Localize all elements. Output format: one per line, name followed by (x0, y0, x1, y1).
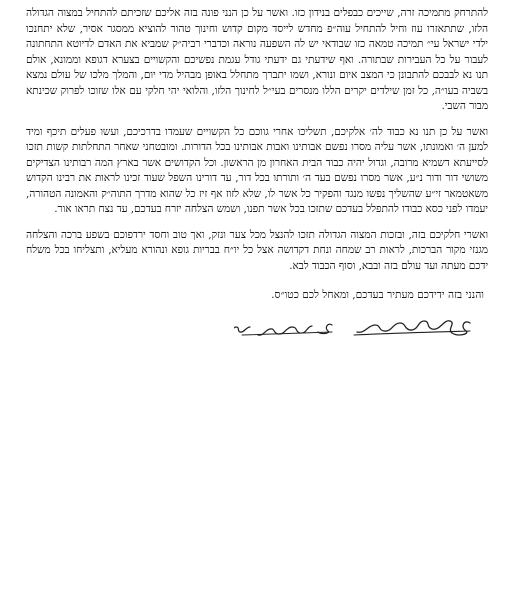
handwritten-signature (234, 313, 474, 345)
letter-closing: והנני בזה ידידכם מעתיר בעדכם, ומאחל לכם כטו״ס. (271, 289, 484, 301)
signature-scribble (234, 313, 474, 345)
letter-paragraph-1: להתרחק מתמיכה זרה, שייכים כבפלים בנידון כזו. ואשר על כן הנני פונה בזה אליכם שזכיתם להתחיל במצוה הגדולה הלזו, שתתאזרו עוז וחיל להתחיל עוה״פ מחדש לייסד מקום קדוש וחינוך טהור להוציא ממסגר אסיר, שלא יתחנכו ילדי ישראל עי״ תמיכה טמאה כזו שבודאי יש לה השפעה נוראה וכדברי רביה״ק שמביא את האדם לדיוטא התחתונה לעבור על כל העבירות שבתורה. ואף שידעתי גם ידעתי גודל עגמת נפשיכם והקשויים בצערא דגופא וממונא, אולם תנו נא לבבכם להתבונן כי המצב איום ונורא, ושמו יתברך מתחלל באופן מבהיל מדי יום, והמלך מלכו של עולם נמצא בשביה בעו״ה, כל זמן שילדים יקרים הללו מנסרים בעי״ל לחינוך הלזו, והלואי יהי חלקי עם אלו שזוכו לפרוק שכינתא מבור השבי. (26, 7, 488, 112)
letter-paragraph-3: ואשרי חלקיכם בזה, ובזכות המצוה הגדולה תזכו להנצל מכל צער ונזק, ואך טוב וחסד ירדפוכם בשפע ברכה והצלחה מגנזי מקור הברכות, לראות רב שמחה ונחת דקדושה אצל כל יו״ח בבריות גופא ונהורא מעליא, ותצליחו בכל משלח ידכם מעתה ועד עולם בזה ובבא, וסוף הכבוד לבא. (26, 228, 488, 272)
letter-paragraph-2: ואשר על כן תנו נא כבוד לה׳ אלקיכם, תשליכו אחרי גווכם כל הקשויים שעמדו בדרכיכם, ועשו פעלים תיכף ומיד למען ה׳ ואמונתו, אשר עליה מסרו נפשם אבותינו ואבות אבותינו בכל הדורות. ומובטחני שאחר התחלתות קשות תזכו לסייעתא דשמיא מרובה, וגדול יהיה כבוד הבית האחרון מן הראשון. וכל הקדושים אשר בארץ המה רבותינו הצדיקים משושי דור ודור נ״ע, אשר מסרו נפשם בעד ה׳ ותורתו בכל דור, עד דורינו השפל שעוד זכינו לראות את רבינו הקדוש משאטמאר זי״ע שהשליך נפשו מנגד והפקיר כל אשר לו, שלא לזוז אף זיז כל שהוא מדרך התוה״ק והאמונה הטהורה, יעמדו לפני כסא כבודו להתפלל בעדכם שתזכו בכל אשר תפנו, ושמש הצלחה יזרח בעדכם, עד נצח תראו אור. (26, 125, 488, 215)
